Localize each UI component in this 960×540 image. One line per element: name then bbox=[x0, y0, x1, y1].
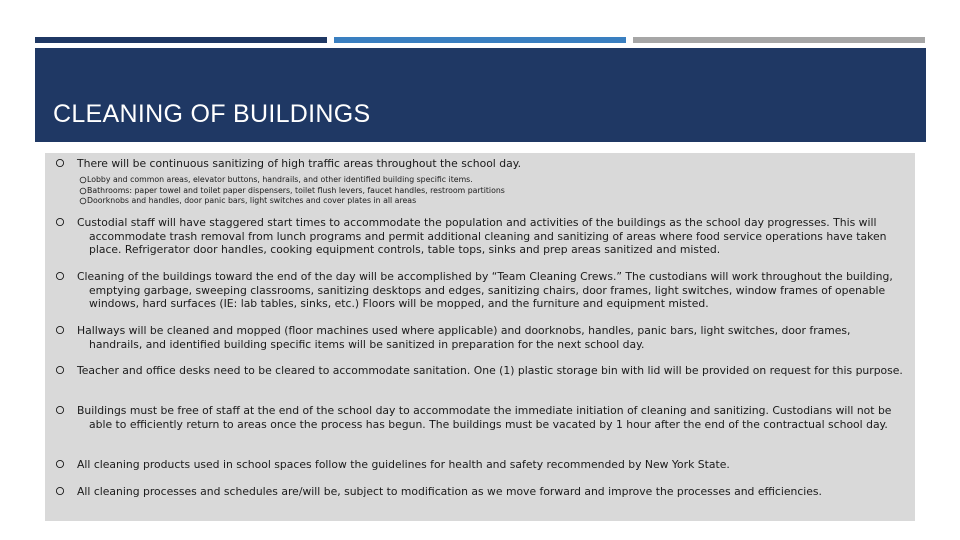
accent-bar-navy bbox=[35, 37, 327, 43]
bullet-item bbox=[45, 216, 905, 257]
hollow-circle-icon bbox=[79, 176, 87, 184]
page-title: CLEANING OF BUILDINGS bbox=[53, 100, 371, 128]
bullet-item bbox=[45, 404, 905, 431]
bullet-text: Custodial staff will have staggered start times to accommodate the population and activities of the buildings as the school day progresses. This will accommodate trash removal from lunch programs and permit additional cleaning and sanitizing of areas where food service operations have taken place. Refrigerator door handles, cooking equipment controls, table tops, sinks and prep areas sanitized and misted. bbox=[77, 216, 887, 256]
hollow-circle-icon bbox=[55, 405, 65, 415]
hollow-circle-icon bbox=[55, 365, 65, 375]
bullet-text: There will be continuous sanitizing of high traffic areas throughout the school day. bbox=[77, 157, 521, 170]
hollow-circle-icon bbox=[79, 197, 87, 205]
bullet-text: Cleaning of the buildings toward the end of the day will be accomplished by “Team Cleaning Crews.” The custodians will work throughout the building, emptying garbage, sweeping classrooms, sanitizing desktops and edges, sanitizing chairs, door frames, light switches, window frames of openable windows, hard surfaces (IE: lab tables, sinks, etc.) Floors will be mopped, and the furniture and equipment misted. bbox=[77, 270, 893, 310]
bullet-item bbox=[45, 157, 905, 207]
hollow-circle-icon bbox=[55, 217, 65, 227]
hollow-circle-icon bbox=[79, 187, 87, 195]
sub-bullet-text: Bathrooms: paper towel and toilet paper dispensers, toilet flush levers, faucet handles, restroom partitions bbox=[87, 185, 505, 195]
hollow-circle-icon bbox=[55, 486, 65, 496]
hollow-circle-icon bbox=[55, 325, 65, 335]
hollow-circle-icon bbox=[55, 271, 65, 281]
content-panel bbox=[45, 153, 915, 521]
sub-bullet-text: Lobby and common areas, elevator buttons, handrails, and other identified building specific items. bbox=[87, 175, 473, 184]
bullet-text: Hallways will be cleaned and mopped (floor machines used where applicable) and doorknobs, handles, panic bars, light switches, door frames, handrails, and identified building specific items will be sanitized in preparation for the next school day. bbox=[77, 324, 851, 351]
bullet-item bbox=[45, 364, 905, 378]
bullet-text: Teacher and office desks need to be cleared to accommodate sanitation. One (1) plastic storage bin with lid will be provided on request for this purpose. bbox=[77, 364, 903, 377]
bullet-item bbox=[45, 485, 905, 499]
hollow-circle-icon bbox=[55, 459, 65, 469]
accent-bar-blue bbox=[334, 37, 626, 43]
bullet-text: Buildings must be free of staff at the end of the school day to accommodate the immediate initiation of cleaning and sanitizing. Custodians will not be able to efficiently return to areas once the process has begun. The buildings must be vacated by 1 hour after the end of the contractual school day. bbox=[77, 404, 892, 431]
hollow-circle-icon bbox=[55, 158, 65, 168]
bullet-item bbox=[45, 458, 905, 472]
title-banner bbox=[35, 48, 926, 142]
bullet-item bbox=[45, 324, 905, 351]
bullet-text: All cleaning processes and schedules are/will be, subject to modification as we move forward and improve the processes and efficiencies. bbox=[77, 485, 822, 498]
sub-bullet-item bbox=[45, 186, 905, 197]
bullet-item bbox=[45, 270, 905, 311]
sub-bullet-text: Doorknobs and handles, door panic bars, light switches and cover plates in all areas bbox=[87, 196, 417, 205]
sub-bullet-item bbox=[45, 175, 905, 186]
bullet-text: All cleaning products used in school spaces follow the guidelines for health and safety recommended by New York State. bbox=[77, 458, 730, 471]
accent-bar-gray bbox=[633, 37, 925, 43]
sub-bullet-item bbox=[45, 196, 905, 207]
sub-bullet-list bbox=[45, 175, 905, 207]
